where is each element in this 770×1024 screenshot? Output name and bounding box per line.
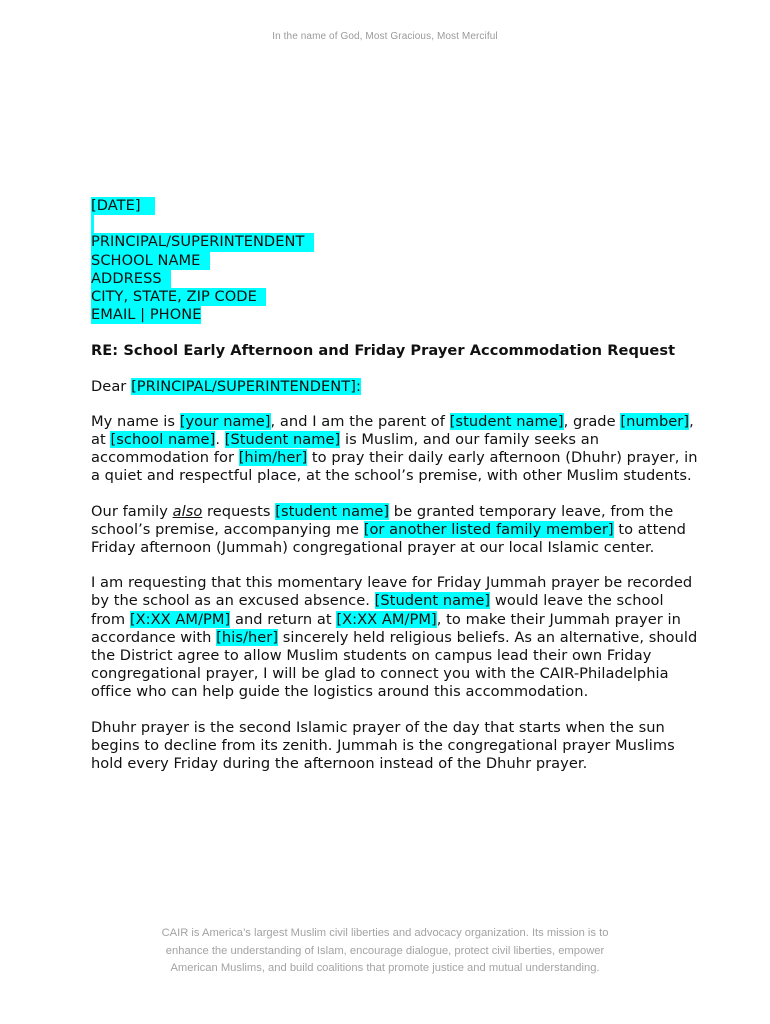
school-name-inline-field: [school name] (110, 431, 216, 449)
blank-highlight-line (91, 215, 94, 233)
pronoun-field: [his/her] (216, 628, 279, 646)
student-name-field: [student name] (449, 412, 564, 430)
student-name-field: [Student name] (224, 431, 341, 449)
student-name-field: [student name] (275, 502, 390, 520)
paragraph-jummah-request: Our family also requests [student name] be granted temporary leave, from the school’s premise, accompanying me [or another listed family member] to attend Friday afternoon (Jummah) congregational prayer at our local Islamic center. (91, 502, 686, 557)
recipient-field: PRINCIPAL/SUPERINTENDENT (91, 233, 314, 251)
city-state-zip-field: CITY, STATE, ZIP CODE (91, 288, 266, 306)
letter-body (91, 197, 701, 773)
student-name-field: [Student name] (374, 592, 491, 610)
return-time-field: [X:XX AM/PM] (336, 610, 437, 628)
school-name-field: SCHOOL NAME (91, 252, 210, 270)
leave-time-field: [X:XX AM/PM] (129, 610, 231, 628)
subject-line: RE: School Early Afternoon and Friday Prayer Accommodation Request (91, 342, 676, 360)
date-field: [DATE] (91, 197, 155, 215)
address-block (91, 197, 701, 324)
your-name-field: [your name] (179, 412, 271, 430)
address-field: ADDRESS (91, 270, 171, 288)
paragraph-introduction: My name is [your name], and I am the parent of [student name], grade [number], at [school name]. [Student name] is Muslim, and our family seeks an accommodation for [him/her] to pray their daily early afternoon (Dhuhr) prayer, in a quiet and respectful place, at the school’s premise, with other Muslim students. (91, 412, 698, 485)
footer-line: enhance the understanding of Islam, encourage dialogue, protect civil liberties, empower (165, 944, 605, 957)
paragraph-excused-absence: I am requesting that this momentary leave for Friday Jummah prayer be recorded by the school as an excused absence. [Student name] would leave the school from [X:XX AM/PM] and return at [X:XX AM/PM], to make their Jummah prayer in accordance with [his/her] sincerely held religious beliefs. As an alternative, should the District agree to allow Muslim students on campus lead their own Friday congregational prayer, I will be glad to connect you with the CAIR-Philadelphia office who can help guide the logistics around this accommodation. (91, 574, 698, 701)
footer-line: CAIR is America’s largest Muslim civil liberties and advocacy organization. Its mission is to (161, 927, 609, 939)
paragraph-prayer-explanation: Dhuhr prayer is the second Islamic prayer of the day that starts when the sun begins to decline from its zenith. Jummah is the congregational prayer Muslims hold every Friday during the afternoon instead of the Dhuhr prayer. (91, 718, 675, 773)
footer-line: American Muslims, and build coalitions that promote justice and mutual understanding. (170, 962, 600, 974)
email-phone-field: EMAIL | PHONE (91, 306, 202, 324)
family-member-field: [or another listed family member] (363, 520, 614, 538)
page-header-text: In the name of God, Most Gracious, Most Merciful (272, 31, 498, 42)
grade-number-field: [number] (620, 412, 690, 430)
pronoun-field: [him/her] (238, 449, 308, 467)
salutation-recipient-field: [PRINCIPAL/SUPERINTENDENT]: (131, 377, 361, 395)
emphasis-also: also (172, 502, 203, 520)
salutation: Dear [PRINCIPAL/SUPERINTENDENT]: (91, 377, 361, 395)
footer-mission-statement (0, 925, 770, 978)
